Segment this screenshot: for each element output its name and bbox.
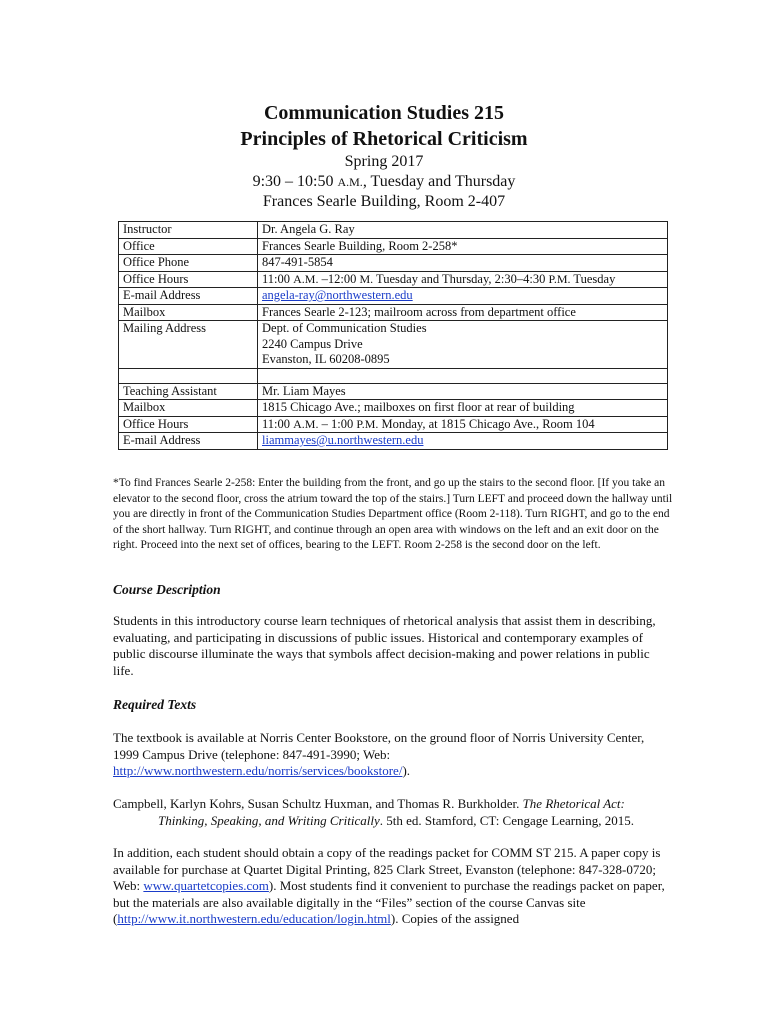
instructor-label: Instructor — [119, 222, 258, 239]
ta-email-cell — [258, 433, 668, 450]
course-description-body: Students in this introductory course learn techniques of rhetorical analysis that assist them in describing, evaluating, and participating in discussions of public issues. Historical and contemporary examples of public discourse illuminate the ways that symbols affect decision-making and power relations in public life. — [113, 613, 656, 678]
table-row — [119, 222, 668, 239]
instructor-value: Dr. Angela G. Ray — [258, 222, 668, 239]
office-hours-value — [258, 271, 668, 288]
table-row — [119, 321, 668, 369]
course-number: Communication Studies 215 — [263, 102, 505, 124]
table-row — [119, 255, 668, 272]
bookstore-text-end: ). — [402, 763, 411, 778]
mailing-address-label: Mailing Address — [119, 321, 258, 369]
office-hours-part: Tuesday — [570, 271, 616, 286]
packet-text: ). Most students find it convenient to purchase the readings packet on paper, but the materials are also available digitally in the “Files” section of the course Canvas site ( — [113, 878, 665, 926]
bookstore-link[interactable]: http://www.northwestern.edu/norris/services/bookstore/ — [113, 763, 403, 778]
table-row — [119, 288, 668, 305]
ta-hours-pm: P.M. — [356, 416, 379, 431]
table-row — [119, 238, 668, 255]
table-row — [119, 433, 668, 450]
class-time-range: 9:30 – 10:50 — [252, 173, 338, 190]
bookstore-text: The textbook is available at Norris Center Bookstore, on the ground floor of Norris University Center, 1999 Campus Drive (telephone: 847-491-3990; Web: — [113, 730, 645, 762]
ta-office-hours-label: Office Hours — [119, 416, 258, 433]
ta-label: Teaching Assistant — [119, 383, 258, 400]
table-row — [119, 416, 668, 433]
office-label: Office — [119, 238, 258, 255]
table-row — [119, 304, 668, 321]
quartet-link[interactable]: www.quartetcopies.com — [143, 878, 269, 893]
term: Spring 2017 — [344, 153, 424, 170]
office-hours-m: M. — [359, 271, 374, 286]
email-label: E-mail Address — [119, 288, 258, 305]
citation-subtitle: Thinking, Speaking, and Writing Critically — [158, 812, 380, 828]
class-location: Frances Searle Building, Room 2-407 — [262, 193, 506, 210]
phone-label: Office Phone — [119, 255, 258, 272]
mailbox-value: Frances Searle 2-123; mailroom across from department office — [258, 304, 668, 321]
textbook-citation — [113, 796, 673, 829]
ta-hours-part: – 1:00 — [318, 416, 357, 431]
contact-info-table — [118, 221, 668, 450]
blank-cell — [258, 368, 668, 383]
syllabus-header — [0, 100, 768, 212]
course-description-heading: Course Description — [113, 582, 221, 597]
ta-mailbox-label: Mailbox — [119, 400, 258, 417]
ta-hours-part: 11:00 — [262, 416, 294, 431]
mailing-line: 2240 Campus Drive — [262, 336, 363, 351]
email-cell — [258, 288, 668, 305]
mailing-line: Evanston, IL 60208-0895 — [262, 352, 390, 366]
office-hours-part: Tuesday and Thursday, 2:30–4:30 — [373, 271, 549, 286]
directions-note: *To find Frances Searle 2-258: Enter the building from the front, and go up the stairs to the second floor. [If you take an elevator to the second floor, cross the atrium toward the top of the stairs.] Turn LEFT and proceed down the hallway until you are directly in front of the Communication Studies Department office (Room 2-118). Turn RIGHT, and go to the end of the short hallway. Turn RIGHT, and continue through an open area with windows on the left and an exit door on the right. Proceed into the next set of offices, bearing to the LEFT. Room 2-258 is the second door on the left. — [113, 477, 673, 551]
ta-mailbox-value: 1815 Chicago Ave.; mailboxes on first floor at rear of building — [258, 400, 668, 417]
table-row — [119, 383, 668, 400]
ta-email-label: E-mail Address — [119, 433, 258, 450]
packet-text: In addition, each student should obtain a copy of the readings packet for COMM ST 215. A paper copy is available for purchase at Quartet Digital Printing, 825 Clark Street, Evanston (telephone: 847-328-0720; Web: — [113, 845, 661, 893]
table-row — [119, 271, 668, 288]
required-texts-heading: Required Texts — [113, 697, 197, 712]
citation-publication: . 5th ed. Stamford, CT: Cengage Learning, 2015. — [379, 812, 634, 828]
canvas-link[interactable]: http://www.it.northwestern.edu/education/login.html — [117, 911, 391, 926]
packet-text: ). Copies of the assigned — [390, 911, 520, 926]
phone-value: 847-491-5854 — [258, 255, 668, 272]
mailbox-label: Mailbox — [119, 304, 258, 321]
readings-packet-paragraph — [113, 845, 673, 928]
blank-cell — [119, 368, 258, 383]
table-row — [119, 400, 668, 417]
course-name: Principles of Rhetorical Criticism — [240, 128, 528, 150]
mailing-address-value — [258, 321, 668, 369]
instructor-email-link[interactable]: angela-ray@northwestern.edu — [262, 288, 413, 302]
office-hours-part: –12:00 — [318, 271, 360, 286]
class-days: , Tuesday and Thursday — [362, 173, 516, 190]
mailing-line: Dept. of Communication Studies — [262, 321, 427, 335]
ta-office-hours-value — [258, 416, 668, 433]
ta-value: Mr. Liam Mayes — [258, 383, 668, 400]
ta-email-link[interactable]: liammayes@u.northwestern.edu — [262, 433, 424, 447]
office-hours-label: Office Hours — [119, 271, 258, 288]
ta-hours-am: A.M. — [293, 416, 319, 431]
office-hours-part: 11:00 — [262, 271, 294, 286]
table-row-blank — [119, 368, 668, 383]
bookstore-paragraph — [113, 730, 673, 780]
class-time — [0, 172, 768, 192]
office-hours-pm: P.M. — [548, 271, 571, 286]
ta-hours-part: Monday, at 1815 Chicago Ave., Room 104 — [378, 416, 595, 431]
class-time-am: A.M. — [337, 175, 363, 189]
citation-authors: Campbell, Karlyn Kohrs, Susan Schultz Huxman, and Thomas R. Burkholder. — [113, 796, 523, 811]
citation-continuation — [113, 813, 673, 830]
office-value: Frances Searle Building, Room 2-258* — [258, 238, 668, 255]
office-hours-am: A.M. — [293, 271, 319, 286]
citation-title: The Rhetorical Act: — [522, 796, 625, 811]
